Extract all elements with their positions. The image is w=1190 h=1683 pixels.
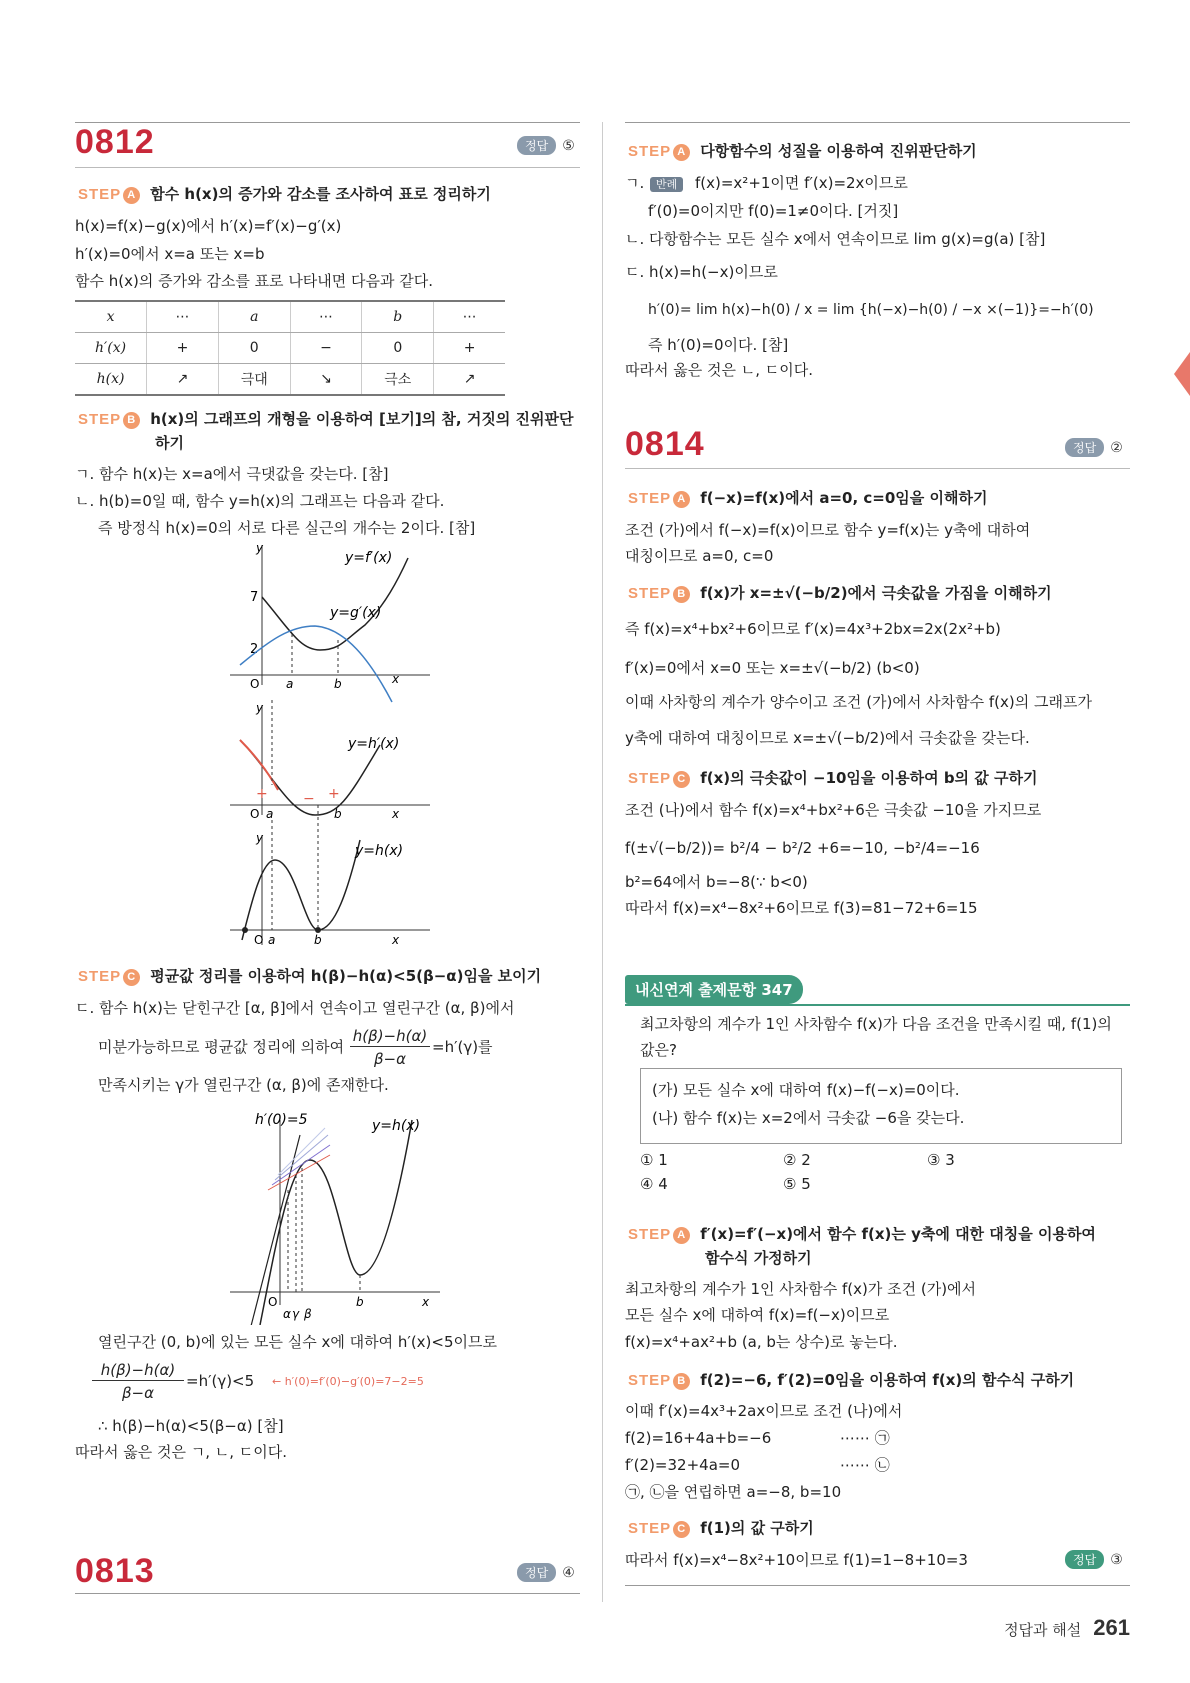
step-c-heading: STEP C f(x)의 극솟값이 −10임을 이용하여 b의 값 구하기	[628, 769, 1038, 787]
slope-line	[278, 1128, 325, 1175]
tick-2: 2	[250, 642, 259, 657]
step-c-heading: STEP C 평균값 정리를 이용하여 h(β)−h(α)<5(β−α)임을 보이기	[78, 967, 542, 985]
label-f-prime: y=f′(x)	[345, 550, 393, 566]
text-line: f(±√(−b/2))= b²/4 − b²/2 +6=−10, −b²/4=−16	[625, 839, 980, 857]
y-label: y	[256, 541, 264, 555]
choice-3[interactable]: ③ 3	[927, 1151, 955, 1169]
choice-2[interactable]: ② 2	[783, 1151, 811, 1169]
tick-7: 7	[250, 590, 259, 605]
slope-line	[275, 1135, 328, 1180]
text-line: 이때 사차항의 계수가 양수이고 조건 (가)에서 사차함수 f(x)의 그래프가	[625, 693, 1092, 711]
step-heading-0813: STEP A 다항함수의 성질을 이용하여 진위판단하기	[628, 142, 977, 160]
tick-b-3: b	[314, 933, 322, 947]
text-line: 즉 h′(0)=0이다. [참]	[648, 336, 789, 354]
answer-naesin: 정답 ③	[1065, 1550, 1123, 1569]
table-row: x ⋯ a ⋯ b ⋯	[75, 301, 505, 333]
step-b-heading: STEP B f(x)가 x=±√(−b/2)에서 극솟값을 가짐을 이해하기	[628, 584, 1052, 602]
bottom-rule-right	[625, 1585, 1130, 1586]
text-line: 즉 f(x)=x⁴+bx²+6이므로 f′(x)=4x³+2bx=2x(2x²+b)	[625, 620, 1001, 638]
answer-0812	[517, 136, 575, 155]
text-line: h(x)=f(x)−g(x)에서 h′(x)=f′(x)−g′(x)	[75, 217, 342, 235]
answer-badge: 정답	[517, 136, 556, 155]
text-line: ∴ h(β)−h(α)<5(β−α) [참]	[98, 1417, 284, 1435]
tick-alpha: α	[283, 1307, 291, 1321]
bottom-rule-left	[75, 1593, 580, 1594]
limit-expression: h′(0)= lim h(x)−h(0) / x = lim {h(−x)−h(0) / −x ×(−1)}=−h′(0)	[648, 302, 1094, 318]
text-line: ㄴ. h(b)=0일 때, 함수 y=h(x)의 그래프는 다음과 같다.	[75, 492, 445, 510]
tick-a-1: a	[286, 677, 294, 691]
equation-2-label: ⋯⋯ ㉡	[840, 1456, 890, 1474]
label-hx: y=h(x)	[372, 1118, 421, 1134]
label-h-prime: y=h′(x)	[348, 736, 400, 752]
side-note: ← h′(0)=f′(0)−g′(0)=7−2=5	[272, 1375, 424, 1388]
slope-line	[272, 1145, 330, 1185]
text-line: 이때 f′(x)=4x³+2ax이므로 조건 (나)에서	[625, 1402, 903, 1420]
text-line: ㄴ. 다항함수는 모든 실수 x에서 연속이므로 lim g(x)=g(a) [참]	[625, 230, 1046, 248]
problem-number-0813: 0813	[75, 1552, 155, 1590]
label-h: y=h(x)	[355, 843, 404, 859]
label-h0: h′(0)=5	[255, 1112, 308, 1128]
tick-beta: β	[304, 1307, 312, 1321]
g-prime-curve	[240, 626, 392, 702]
column-divider	[602, 122, 603, 1602]
text-line: 미분가능하므로 평균값 정리에 의하여	[98, 1038, 345, 1056]
equation-1-label: ⋯⋯ ㉠	[840, 1429, 890, 1447]
choice-5[interactable]: ⑤ 5	[783, 1175, 811, 1193]
text-line: 따라서 옳은 것은 ㄴ, ㄷ이다.	[625, 361, 813, 379]
text-line: 즉 방정식 h(x)=0의 서로 다른 실근의 개수는 2이다. [참]	[98, 519, 476, 537]
tick-gamma: γ	[292, 1307, 300, 1321]
answer-0814: 정답 ②	[1065, 438, 1123, 457]
naesin-banner: 내신연계 출제문항 347	[625, 975, 1130, 1005]
footer-label: 정답과 해설	[1004, 1621, 1082, 1639]
h-curve	[242, 840, 360, 940]
origin-3: O	[254, 933, 264, 947]
text-line: 열린구간 (0, b)에 있는 모든 실수 x에 대하여 h′(x)<5이므로	[98, 1333, 497, 1351]
step-a-heading: STEP A f(−x)=f(x)에서 a=0, c=0임을 이해하기	[628, 489, 988, 507]
tick-b-2: b	[334, 807, 342, 821]
text-line: f′(x)=0에서 x=0 또는 x=±√(−b/2) (b<0)	[625, 659, 920, 677]
x-label-3: x	[392, 933, 400, 947]
header-rule	[75, 167, 580, 168]
origin: O	[268, 1295, 278, 1309]
text-line: 조건 (나)에서 함수 f(x)=x⁴+bx²+6은 극솟값 −10을 가지므로	[625, 801, 1042, 819]
text-line: 대칭이므로 a=0, c=0	[625, 547, 774, 565]
step-a-heading: STEP A 함수 h(x)의 증가와 감소를 조사하여 표로 정리하기	[78, 185, 491, 203]
choice-1[interactable]: ① 1	[640, 1151, 668, 1169]
tick-a-2: a	[266, 807, 274, 821]
page-footer	[1004, 1615, 1130, 1641]
origin-2: O	[250, 807, 260, 821]
final-line: 따라서 f(x)=x⁴−8x²+10이므로 f(1)=1−8+10=3	[625, 1551, 968, 1569]
plus-sign: +	[256, 786, 268, 802]
tick-b: b	[356, 1295, 364, 1309]
problem-number-0814: 0814	[625, 425, 705, 463]
question-line: 값은?	[640, 1041, 677, 1059]
step-b-heading: STEP B h(x)의 그래프의 개형을 이용하여 [보기]의 참, 거짓의 진위판단	[78, 410, 574, 428]
problem-number-0812: 0812	[75, 123, 155, 161]
step-b-heading-cont: 하기	[155, 434, 184, 452]
text-line: ㄱ.	[625, 174, 645, 192]
text-line: f(x)=x²+1이면 f′(x)=2x이므로	[695, 174, 908, 192]
text-line: h′(x)=0에서 x=a 또는 x=b	[75, 245, 265, 263]
tick-b-1: b	[334, 677, 342, 691]
text-line: 조건 (가)에서 f(−x)=f(x)이므로 함수 y=f(x)는 y축에 대하여	[625, 521, 1031, 539]
side-tab-marker	[1174, 352, 1190, 396]
text-line: 따라서 f(x)=x⁴−8x²+6이므로 f(3)=81−72+6=15	[625, 899, 978, 917]
text-line: 모든 실수 x에 대하여 f(x)=f(−x)이므로	[625, 1306, 890, 1324]
x-label: x	[422, 1295, 430, 1309]
h-prime-red	[240, 740, 278, 790]
text-line: =h′(γ)를	[432, 1038, 493, 1056]
step-a-heading-cont: 함수식 가정하기	[705, 1249, 812, 1267]
equation-2: f′(2)=32+4a=0	[625, 1456, 741, 1474]
text-line: 함수 h(x)의 증가와 감소를 표로 나타내면 다음과 같다.	[75, 272, 434, 290]
text-line: ㉠, ㉡을 연립하면 a=−8, b=10	[625, 1483, 842, 1501]
top-rule-right	[625, 122, 1130, 123]
step-a-heading: STEP A f′(x)=f′(−x)에서 함수 f(x)는 y축에 대한 대칭을 이용하여	[628, 1225, 1096, 1243]
mean-value-graph	[220, 1100, 450, 1325]
header-rule	[625, 468, 1130, 469]
text-line: 최고차항의 계수가 1인 사차함수 f(x)가 조건 (가)에서	[625, 1280, 977, 1298]
minus-sign: −	[303, 791, 315, 807]
choice-4[interactable]: ④ 4	[640, 1175, 668, 1193]
condition-ga: (가) 모든 실수 x에 대하여 f(x)−f(−x)=0이다.	[652, 1081, 960, 1099]
text-line: y축에 대하여 대칭이므로 x=±√(−b/2)에서 극솟값을 갖는다.	[625, 729, 1030, 747]
text-line: ㄱ. 함수 h(x)는 x=a에서 극댓값을 갖는다. [참]	[75, 465, 389, 483]
answer-0813: 정답 ④	[517, 1563, 575, 1582]
table-row: h′(x) + 0 − 0 +	[75, 333, 505, 364]
step-b-heading: STEP B f(2)=−6, f′(2)=0임을 이용하여 f(x)의 함수식 구하기	[628, 1371, 1075, 1389]
label-g-prime: y=g′(x)	[330, 605, 382, 621]
y-label-2: y	[256, 701, 264, 715]
equation-1: f(2)=16+4a+b=−6	[625, 1429, 772, 1447]
text-line: 따라서 옳은 것은 ㄱ, ㄴ, ㄷ이다.	[75, 1443, 288, 1461]
fraction-numerator: h(β)−h(α)	[350, 1026, 430, 1047]
x-label-1: x	[392, 672, 400, 686]
f-prime-curve	[262, 558, 408, 650]
text-line: f(x)=x⁴+ax²+b (a, b는 상수)로 놓는다.	[625, 1333, 898, 1351]
root-point	[242, 927, 248, 933]
condition-na: (나) 함수 f(x)는 x=2에서 극솟값 −6을 갖는다.	[652, 1109, 965, 1127]
counterexample-badge: 반례	[650, 173, 683, 195]
fraction-denominator: β−α	[121, 1384, 155, 1402]
text-line: ㄷ. 함수 h(x)는 닫힌구간 [α, β]에서 연속이고 열린구간 (α, β)에서	[75, 999, 515, 1017]
question-line: 최고차항의 계수가 1인 사차함수 f(x)가 다음 조건을 만족시킬 때, f(1)의	[640, 1015, 1112, 1033]
h-curve	[260, 1120, 412, 1325]
plus-sign: +	[328, 786, 340, 802]
page-number: 261	[1093, 1615, 1130, 1640]
derivative-graphs	[220, 540, 440, 950]
increase-decrease-table	[75, 300, 505, 396]
origin-1: O	[250, 677, 260, 691]
tick-a-3: a	[268, 933, 276, 947]
fraction-denominator: β−α	[373, 1050, 407, 1068]
table-row: h(x) ↗ 극대 ↘ 극소 ↗	[75, 364, 505, 396]
text-line: =h′(γ)<5	[186, 1372, 255, 1390]
text-line: f′(0)=0이지만 f(0)=1≠0이다. [거짓]	[648, 202, 899, 220]
step-c-heading: STEP C f(1)의 값 구하기	[628, 1519, 814, 1537]
y-label-3: y	[256, 831, 264, 845]
text-line: 만족시키는 γ가 열린구간 (α, β)에 존재한다.	[98, 1076, 389, 1094]
x-label-2: x	[392, 807, 400, 821]
fraction-numerator: h(β)−h(α)	[92, 1360, 184, 1381]
text-line: b²=64에서 b=−8(∵ b<0)	[625, 873, 808, 891]
answer-value: ⑤	[562, 138, 575, 154]
text-line: ㄷ. h(x)=h(−x)이므로	[625, 263, 778, 281]
